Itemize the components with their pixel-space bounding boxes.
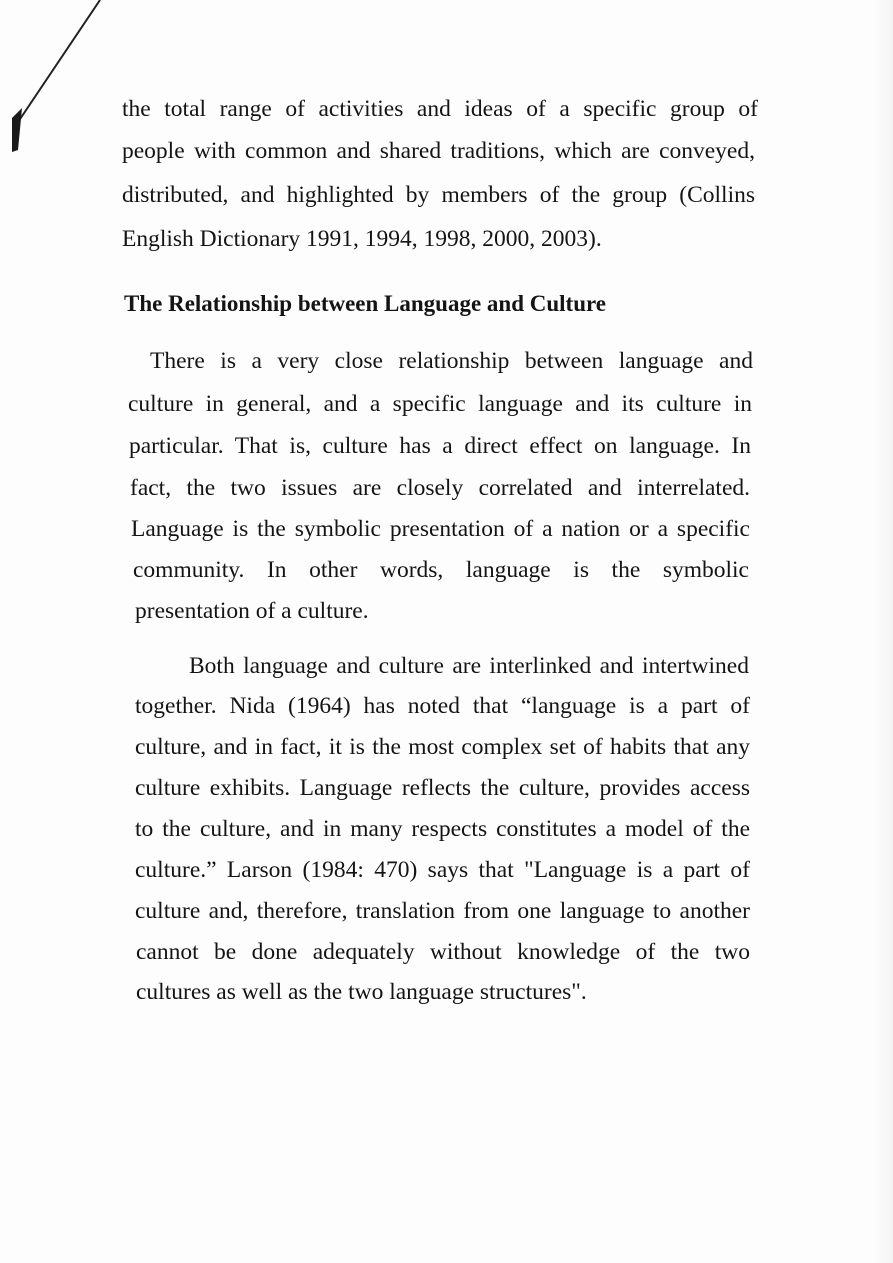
paragraph-2-line-1: Both language and culture are interlinked and intertwined [189,653,749,679]
paragraph-2-line-6: culture.” Larson (1984: 470) says that "Language is a part of [135,857,750,883]
paragraph-2-line-7: culture and, therefore, translation from one language to another [135,898,750,924]
paragraph-1-line-5: Language is the symbolic presentation of a nation or a specific [131,516,750,542]
intro-line-1: the total range of activities and ideas of a specific group of [122,96,758,122]
paragraph-2-line-5: to the culture, and in many respects constitutes a model of the [135,816,750,842]
paragraph-1-line-4: fact, the two issues are closely correlated and interrelated. [130,475,750,501]
paragraph-2-line-8: cannot be done adequately without knowledge of the two [136,939,750,965]
intro-line-2: people with common and shared traditions, which are conveyed, [122,138,755,164]
paragraph-2-line-4: culture exhibits. Language reflects the culture, provides access [135,775,750,801]
paragraph-1-line-7: presentation of a culture. [135,598,369,624]
paragraph-1-line-3: particular. That is, culture has a direct effect on language. In [129,433,751,459]
paragraph-2-line-3: culture, and in fact, it is the most complex set of habits that any [135,734,750,760]
paragraph-1-line-6: community. In other words, language is the symbolic [133,557,749,583]
paragraph-2-line-9: cultures as well as the two language structures". [136,979,587,1005]
intro-line-3: distributed, and highlighted by members of the group (Collins [122,182,755,208]
paragraph-1-line-2: culture in general, and a specific language and its culture in [128,391,752,417]
paragraph-1-line-1: There is a very close relationship between language and [150,348,753,374]
paragraph-2-line-2: together. Nida (1964) has noted that “language is a part of [135,693,750,719]
intro-line-4: English Dictionary 1991, 1994, 1998, 2000, 2003). [122,226,602,252]
page-edge-mark [0,0,110,160]
page-shadow [873,0,893,1263]
section-heading: The Relationship between Language and Culture [124,291,607,316]
